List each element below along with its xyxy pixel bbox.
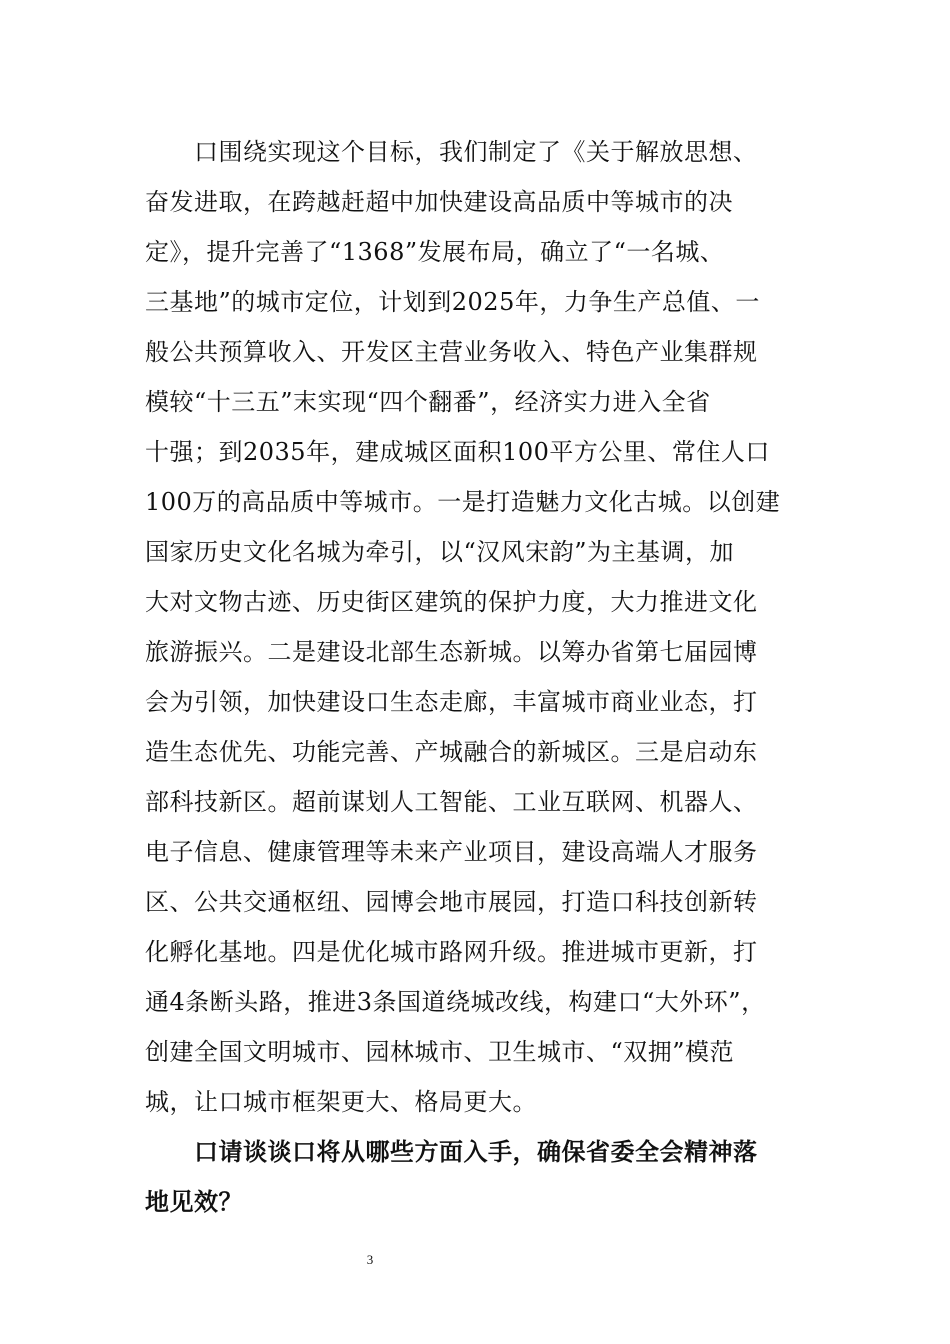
body-line-3: 定》，提升完善了“1368”发展布局，确立了“一名城、 [145,238,725,266]
body-line-20: 城，让口城市框架更大、格局更大。 [145,1088,537,1116]
body-line-6: 模较“十三五”末实现“四个翻番”，经济实力进入全省 [145,388,711,416]
body-line-8: 100万的高品质中等城市。一是打造魅力文化古城。以创建 [145,488,781,516]
body-line-16: 区、公共交通枢纽、园博会地市展园，打造口科技创新转 [145,888,758,916]
body-line-1: 口围绕实现这个目标，我们制定了《关于解放思想、 [145,138,758,166]
body-line-11: 旅游振兴。二是建设北部生态新城。以筹办省第七届园博 [145,638,758,666]
body-line-14: 部科技新区。超前谋划人工智能、工业互联网、机器人、 [145,788,758,816]
body-line-12: 会为引领，加快建设口生态走廊，丰富城市商业业态，打 [145,688,758,716]
question-line-2: 地见效？ [145,1187,243,1216]
body-line-17: 化孵化基地。四是优化城市路网升级。推进城市更新，打 [145,938,758,966]
question-line-1: 口请谈谈口将从哪些方面入手，确保省委全会精神落 [145,1137,758,1166]
body-line-7: 十强；到2035年，建成城区面积100平方公里、常住人口 [145,438,770,466]
body-line-5: 般公共预算收入、开发区主营业务收入、特色产业集群规 [145,338,758,366]
body-line-18: 通4条断头路，推进3条国道绕城改线，构建口“大外环”， [145,988,766,1016]
body-line-15: 电子信息、健康管理等未来产业项目，建设高端人才服务 [145,838,758,866]
body-line-4: 三基地”的城市定位，计划到2025年，力争生产总值、一 [145,288,760,316]
body-line-2: 奋发进取，在跨越赶超中加快建设高品质中等城市的决 [145,188,733,216]
body-line-9: 国家历史文化名城为牵引，以“汉风宋韵”为主基调，加 [145,538,735,566]
page-number: 3 [366,1252,374,1267]
body-line-13: 造生态优先、功能完善、产城融合的新城区。三是启动东 [145,738,758,766]
body-line-10: 大对文物古迹、历史街区建筑的保护力度，大力推进文化 [145,588,758,616]
body-line-19: 创建全国文明城市、园林城市、卫生城市、“双拥”模范 [145,1038,735,1066]
